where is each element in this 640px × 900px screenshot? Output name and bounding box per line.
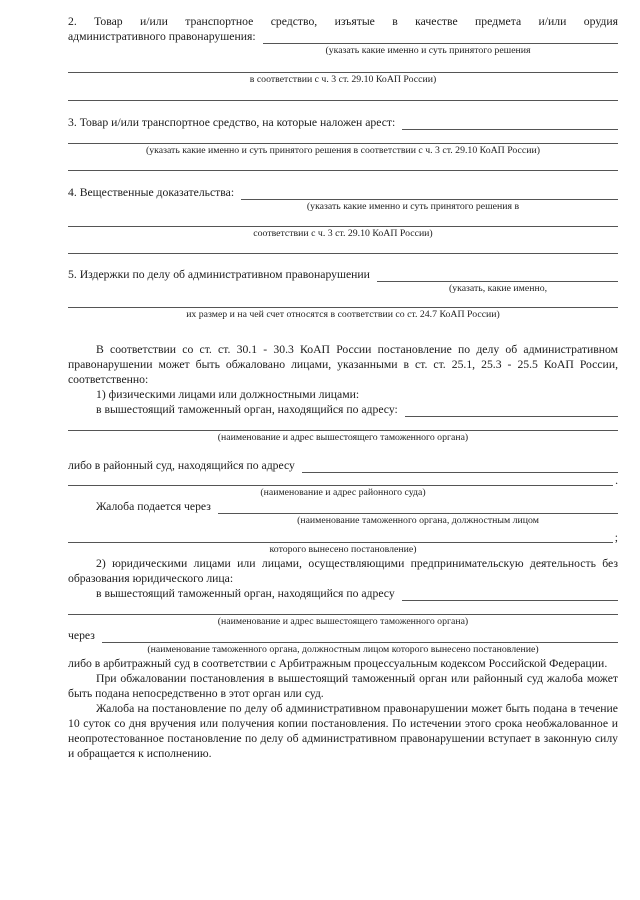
item4-label: 4. Вещественные доказательства: [68, 186, 235, 199]
section-case-costs [68, 267, 618, 321]
item3-blank-line-3 [68, 157, 618, 171]
section-arrested-goods [68, 115, 618, 171]
higher-organ2-blank-2 [68, 601, 618, 615]
item2-fill-row [68, 29, 618, 44]
item2-blank-line-2 [68, 57, 618, 73]
appeal-paragraph-1: В соответствии со ст. ст. 30.1 - 30.3 КоАП России постановление по делу об административном правонарушении может быть обжаловано лицами, указанными в ст. ст. 25.1, 25.3 - 25.5 КоАП России, соответственно: [68, 343, 618, 386]
higher-organ1-caption: (наименование и адрес вышестоящего таможенного органа) [217, 432, 469, 443]
item2-blank-line-1 [263, 30, 618, 44]
higher-organ1-blank-1 [405, 403, 618, 417]
higher-organ2-caption: (наименование и адрес вышестоящего таможенного органа) [217, 616, 469, 627]
complaint-via-label: Жалоба подается через [96, 500, 211, 513]
higher-organ2-fill-row [68, 586, 618, 601]
item2-caption1: (указать какие именно и суть принятого решения [325, 45, 531, 56]
via2-caption: (наименование таможенного органа, должностным лицом которого вынесено постановление) [147, 644, 539, 655]
direct-filing-paragraph: При обжаловании постановления в вышестоящий таможенный орган или районный суд жалоба может быть подана непосредственно в этот орган или суд. [68, 672, 618, 700]
district-court-blank-2 [68, 473, 613, 486]
via2-fill-row [68, 628, 618, 643]
item5-blank-line-1 [377, 268, 618, 282]
district-court-period: . [615, 474, 618, 487]
arbitration-paragraph: либо в арбитражный суд в соответствии с Арбитражным процессуальным кодексом Российской Федерации. [68, 657, 608, 670]
section-seized-goods [68, 14, 618, 101]
item4-caption1-row [68, 200, 618, 213]
item4-caption2: соответствии с ч. 3 ст. 29.10 КоАП России) [253, 228, 433, 239]
complaint-via-blank-2 [68, 527, 613, 543]
item4-blank-line-1 [241, 186, 618, 200]
district-court-blank-1 [302, 459, 618, 473]
item5-blank-line-2 [68, 295, 618, 308]
complaint-via-caption1-row [68, 514, 618, 527]
item5-fill-row [68, 267, 618, 282]
item3-fill-row [68, 115, 618, 130]
caption-spacer [68, 514, 218, 527]
item4-blank-line-3 [68, 240, 618, 254]
higher-organ1-blank-2 [68, 417, 618, 431]
district-court-fill-row [68, 458, 618, 473]
complaint-via-fill-row [68, 499, 618, 514]
complaint-via-blank-1 [218, 500, 618, 514]
item4-caption1: (указать какие именно и суть принятого решения в [306, 201, 520, 212]
item5-label: 5. Издержки по делу об административном правонарушении [68, 268, 370, 281]
complaint-via-caption2: которого вынесено постановление) [269, 544, 417, 555]
higher-organ1-fill-row [68, 402, 618, 417]
complaint-via-blank-2-row [68, 527, 618, 543]
higher-organ2-label: в вышестоящий таможенный орган, находящийся по адресу [96, 587, 395, 600]
item5-caption1-row [68, 282, 618, 295]
complaint-via-semicolon: ; [614, 531, 618, 544]
item2-text-line1: 2. Товар и/или транспортное средство, изъятые в качестве предмета и/или орудия [68, 15, 618, 28]
item3-caption: (указать какие именно и суть принятого решения в соответствии с ч. 3 ст. 29.10 КоАП России) [145, 145, 541, 156]
caption-spacer [68, 282, 378, 295]
item4-blank-line-2 [68, 213, 618, 227]
caption-spacer [68, 200, 208, 213]
item3-blank-line-2 [68, 130, 618, 144]
item2-caption2: в соответствии с ч. 3 ст. 29.10 КоАП России) [249, 74, 437, 85]
section-material-evidence [68, 185, 618, 254]
caption-spacer [68, 44, 238, 57]
item4-fill-row [68, 185, 618, 200]
district-court-label: либо в районный суд, находящийся по адресу [68, 459, 295, 472]
via2-label: через [68, 629, 95, 642]
appeal-term-paragraph: Жалоба на постановление по делу об административном правонарушении может быть подана в течение 10 суток со дня вручения или получения копии постановления. По истечении этого срока необжалованное и неопротестованное постановление по делу об административном правонарушении вступает в законную силу и обращается к исполнению. [68, 702, 618, 760]
item2-label: административного правонарушения: [68, 30, 256, 43]
appeal-point-1: 1) физическими лицами или должностными лицами: [96, 388, 360, 401]
appeal-point-2: 2) юридическими лицами или лицами, осуществляющими предпринимательскую деятельность без образования юридического лица: [68, 557, 618, 585]
via2-blank-1 [102, 629, 618, 643]
item5-caption2: их размер и на чей счет относятся в соответствии со ст. 24.7 КоАП России) [186, 309, 500, 320]
item3-label: 3. Товар и/или транспортное средство, на которые наложен арест: [68, 116, 396, 129]
item2-caption1-row [68, 44, 618, 57]
district-court-caption: (наименование и адрес районного суда) [260, 487, 426, 498]
item2-blank-line-3 [68, 86, 618, 101]
higher-organ1-label: в вышестоящий таможенный орган, находящийся по адресу: [96, 403, 398, 416]
section-appeal-procedure [68, 342, 618, 761]
higher-organ2-blank-1 [402, 587, 618, 601]
item3-blank-line-1 [402, 116, 618, 130]
item5-caption1: (указать, какие именно, [448, 283, 548, 294]
complaint-via-caption1: (наименование таможенного органа, должностным лицом [297, 515, 539, 526]
district-court-blank-2-row [68, 473, 618, 486]
